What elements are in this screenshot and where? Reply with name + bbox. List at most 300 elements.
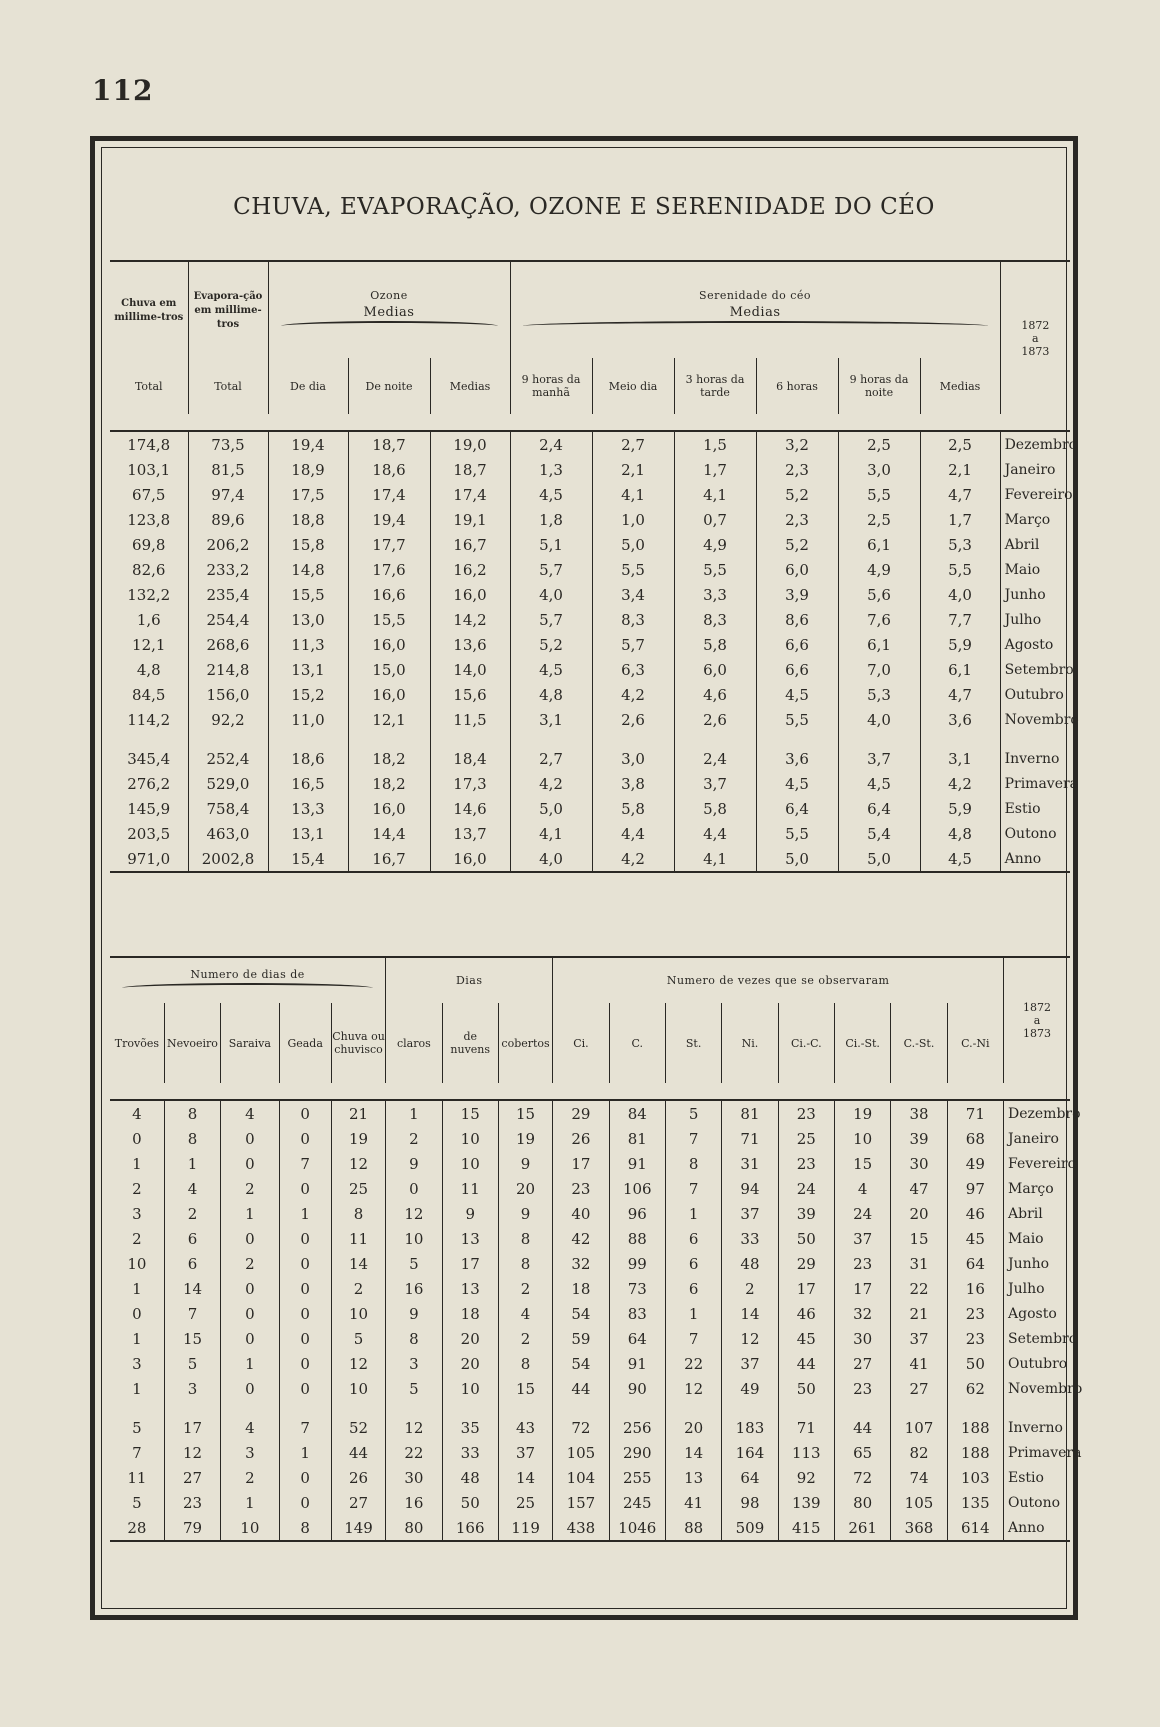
table-cell: 12 <box>331 1151 385 1176</box>
table-cell: 59 <box>553 1326 609 1351</box>
table-cell: 37 <box>891 1326 947 1351</box>
table-cell: 46 <box>947 1201 1003 1226</box>
table-cell: 37 <box>498 1440 552 1465</box>
table-cell: 1 <box>665 1201 721 1226</box>
table-cell: 98 <box>722 1490 778 1515</box>
ozone-sub-label: Medias <box>363 305 415 320</box>
table-cell: 15,8 <box>268 532 348 557</box>
table-cell: 5 <box>132 1493 142 1512</box>
table-cell: 15 <box>498 1100 552 1126</box>
table-cell: 14 <box>331 1251 385 1276</box>
table-cell: 6,6 <box>756 632 838 657</box>
period-label: Fevereiro <box>1000 482 1070 507</box>
period-label: Março <box>1004 1176 1070 1201</box>
table-cell: 4,1 <box>674 482 756 507</box>
table-cell: 23 <box>834 1251 890 1276</box>
table-cell: 17,5 <box>268 482 348 507</box>
table-cell: 4 <box>834 1176 890 1201</box>
table-cell: 29 <box>778 1251 834 1276</box>
table-cell: 7 <box>279 1415 331 1440</box>
table-cell: 8 <box>164 1126 220 1151</box>
table-cell: 6,0 <box>674 657 756 682</box>
table-cell: 32 <box>553 1251 609 1276</box>
table-cell: 12,1 <box>132 635 166 654</box>
period-label: Inverno <box>1000 746 1070 771</box>
table-cell: 10 <box>442 1151 498 1176</box>
col-header: de nuvens <box>442 1003 498 1083</box>
table-row <box>110 1201 1070 1226</box>
table-cell: 3,7 <box>838 746 920 771</box>
table-row <box>110 457 1070 482</box>
table-cell: 255 <box>609 1465 665 1490</box>
table-cell: 252,4 <box>188 746 268 771</box>
serenity-sub-label: Medias <box>729 305 781 320</box>
table-row <box>110 1126 1070 1151</box>
table-cell: 290 <box>609 1440 665 1465</box>
table-cell: 0 <box>279 1490 331 1515</box>
table-cell: 203,5 <box>127 824 171 843</box>
table-cell: 5,4 <box>838 821 920 846</box>
col-header: Nevoeiro <box>164 1003 220 1083</box>
table-cell: 4,8 <box>136 660 161 679</box>
table-cell: 2 <box>331 1276 385 1301</box>
col-header: Total <box>134 379 163 393</box>
table-cell: 0 <box>221 1276 279 1301</box>
page-number: 112 <box>92 74 154 107</box>
col-header: Ci.-C. <box>778 1003 834 1083</box>
table-cell: 276,2 <box>127 774 171 793</box>
table-cell: 2,1 <box>920 457 1000 482</box>
table-cell: 6 <box>665 1251 721 1276</box>
table-cell: 6,1 <box>920 657 1000 682</box>
table-cell: 72 <box>834 1465 890 1490</box>
table-cell: 3,8 <box>592 771 674 796</box>
table-cell: 4,4 <box>592 821 674 846</box>
table-cell: 261 <box>834 1515 890 1541</box>
table-cell: 19,1 <box>430 507 510 532</box>
table-cell: 4,5 <box>756 771 838 796</box>
table-cell: 4,0 <box>838 707 920 732</box>
table-cell: 2002,8 <box>188 846 268 872</box>
table-cell: 105 <box>553 1440 609 1465</box>
table-cell: 2,4 <box>510 431 592 457</box>
table-cell: 11,0 <box>268 707 348 732</box>
table-cell: 22 <box>386 1440 442 1465</box>
table-cell: 15,6 <box>430 682 510 707</box>
table-cell: 17,4 <box>348 482 430 507</box>
col-header: Saraiva <box>221 1003 279 1083</box>
table-cell: 6,6 <box>756 657 838 682</box>
table-cell: 3,1 <box>510 707 592 732</box>
table-cell: 5,0 <box>838 846 920 872</box>
table-cell: 2 <box>498 1326 552 1351</box>
table-cell: 345,4 <box>127 749 171 768</box>
period-label: Novembro <box>1000 707 1070 732</box>
table-cell: 971,0 <box>110 846 188 872</box>
table-cell: 62 <box>947 1376 1003 1401</box>
table-cell: 9 <box>498 1151 552 1176</box>
table-cell: 68 <box>947 1126 1003 1151</box>
table-cell: 13 <box>442 1226 498 1251</box>
table-cell: 17 <box>553 1151 609 1176</box>
table-cell: 0 <box>221 1326 279 1351</box>
table-cell: 7,7 <box>920 607 1000 632</box>
period-label: Junho <box>1004 1251 1070 1276</box>
table-cell: 13 <box>665 1465 721 1490</box>
table-cell: 44 <box>834 1415 890 1440</box>
table-cell: 235,4 <box>188 582 268 607</box>
year-bottom-2: 1873 <box>1023 1027 1051 1040</box>
table-cell: 0,7 <box>674 507 756 532</box>
table-row <box>110 771 1070 796</box>
table-cell: 7 <box>665 1176 721 1201</box>
table-cell: 0 <box>279 1100 331 1126</box>
table-cell: 15 <box>891 1226 947 1251</box>
table-cell: 3,4 <box>592 582 674 607</box>
table-cell: 3,0 <box>838 457 920 482</box>
table-cell: 25 <box>778 1126 834 1151</box>
table-cell: 7 <box>665 1326 721 1351</box>
table-cell: 23 <box>164 1490 220 1515</box>
table-cell: 16,5 <box>268 771 348 796</box>
table-cell: 64 <box>947 1251 1003 1276</box>
table-cell: 5,5 <box>756 821 838 846</box>
table-row <box>110 607 1070 632</box>
table-cell: 5 <box>132 1418 142 1437</box>
table-cell: 6,4 <box>838 796 920 821</box>
col-header: C.-Ni <box>947 1003 1003 1083</box>
table-cell: 48 <box>722 1251 778 1276</box>
table-cell: 27 <box>331 1490 385 1515</box>
table-row <box>110 431 1070 457</box>
table-cell: 3,3 <box>674 582 756 607</box>
table-cell: 12 <box>164 1440 220 1465</box>
table-cell: 164 <box>722 1440 778 1465</box>
table-cell: 25 <box>331 1176 385 1201</box>
table-cell: 17,7 <box>348 532 430 557</box>
table-row <box>110 1490 1070 1515</box>
table-cell: 18,6 <box>268 746 348 771</box>
ozone-label: Ozone <box>370 289 408 302</box>
table-cell: 89,6 <box>188 507 268 532</box>
table-cell: 254,4 <box>188 607 268 632</box>
table-cell: 5,9 <box>920 796 1000 821</box>
table-cell: 2 <box>722 1276 778 1301</box>
table-cell: 9 <box>386 1301 442 1326</box>
table-cell: 6,3 <box>592 657 674 682</box>
table-row <box>110 707 1070 732</box>
table-cell: 2 <box>498 1276 552 1301</box>
table-cell: 69,8 <box>132 535 166 554</box>
col-header: 9 horas da noite <box>838 358 920 414</box>
table-cell: 4,9 <box>838 557 920 582</box>
table-cell: 14,8 <box>268 557 348 582</box>
table-cell: 16,7 <box>430 532 510 557</box>
table-cell: 84 <box>609 1100 665 1126</box>
table-cell: 18,8 <box>268 507 348 532</box>
table-cell: 368 <box>891 1515 947 1541</box>
table-cell: 71 <box>722 1126 778 1151</box>
table-cell: 10 <box>331 1376 385 1401</box>
col-header: Geada <box>279 1003 331 1083</box>
table-cell: 0 <box>279 1276 331 1301</box>
table-cell: 15 <box>834 1151 890 1176</box>
table-cell: 33 <box>442 1440 498 1465</box>
table-cell: 73,5 <box>188 431 268 457</box>
table-cell: 7,0 <box>838 657 920 682</box>
period-label: Estio <box>1000 796 1070 821</box>
table-cell: 8 <box>386 1326 442 1351</box>
table-cell: 92,2 <box>188 707 268 732</box>
table-cell: 2,5 <box>838 507 920 532</box>
table-cell: 26 <box>331 1465 385 1490</box>
table-cell: 463,0 <box>188 821 268 846</box>
table-cell: 33 <box>722 1226 778 1251</box>
table-cell: 0 <box>279 1226 331 1251</box>
table-cell: 4 <box>164 1176 220 1201</box>
table-cell: 17,4 <box>430 482 510 507</box>
table-row <box>110 632 1070 657</box>
table-cell: 12,1 <box>348 707 430 732</box>
table-cell: 119 <box>498 1515 552 1541</box>
table-cell: 96 <box>609 1201 665 1226</box>
period-label: Outono <box>1004 1490 1070 1515</box>
table-cell: 8 <box>665 1151 721 1176</box>
table-cell: 106 <box>609 1176 665 1201</box>
table-cell: 1,0 <box>592 507 674 532</box>
table-cell: 17 <box>778 1276 834 1301</box>
table-cell: 4,4 <box>674 821 756 846</box>
table-cell: 17 <box>164 1415 220 1440</box>
table-cell: 4,2 <box>920 771 1000 796</box>
table-cell: 16,0 <box>348 682 430 707</box>
table-cell: 15,0 <box>348 657 430 682</box>
period-label: Anno <box>1000 846 1070 872</box>
table-cell: 758,4 <box>188 796 268 821</box>
table-row <box>110 1151 1070 1176</box>
table-cell: 4 <box>221 1415 279 1440</box>
table-cell: 30 <box>386 1465 442 1490</box>
table-cell: 15 <box>164 1326 220 1351</box>
table-cell: 4,5 <box>756 682 838 707</box>
table-row <box>110 846 1070 872</box>
table-row <box>110 796 1070 821</box>
table-cell: 15,5 <box>268 582 348 607</box>
evaporation-header <box>188 261 268 358</box>
table-cell: 10 <box>834 1126 890 1151</box>
table-cell: 8 <box>331 1201 385 1226</box>
period-label: Anno <box>1004 1515 1070 1541</box>
table-cell: 54 <box>553 1301 609 1326</box>
table-cell: 6,4 <box>756 796 838 821</box>
table-cell: 12 <box>386 1415 442 1440</box>
period-label: Dezembro <box>1004 1100 1070 1126</box>
period-label: Inverno <box>1004 1415 1070 1440</box>
table-cell: 123,8 <box>127 510 171 529</box>
table-cell: 3,6 <box>920 707 1000 732</box>
table-cell: 18,4 <box>430 746 510 771</box>
table-cell: 4,0 <box>510 846 592 872</box>
table-cell: 107 <box>891 1415 947 1440</box>
table-cell: 18,7 <box>348 431 430 457</box>
table-cell: 90 <box>609 1376 665 1401</box>
table-cell: 3,6 <box>756 746 838 771</box>
table-cell: 3,7 <box>674 771 756 796</box>
period-label: Março <box>1000 507 1070 532</box>
table-cell: 81 <box>722 1100 778 1126</box>
table-cell: 3,9 <box>756 582 838 607</box>
table-cell: 3,1 <box>920 746 1000 771</box>
year-bottom: 1873 <box>1021 344 1050 358</box>
table-row <box>110 1100 1070 1126</box>
table-cell: 10 <box>331 1301 385 1326</box>
table-cell: 71 <box>778 1415 834 1440</box>
col-header: Trovões <box>114 1036 160 1050</box>
table-cell: 5,5 <box>756 707 838 732</box>
table-cell: 415 <box>778 1515 834 1541</box>
table-cell: 4 <box>221 1100 279 1126</box>
table-cell: 9 <box>442 1201 498 1226</box>
table-cell: 0 <box>221 1226 279 1251</box>
table-cell: 3 <box>386 1351 442 1376</box>
table-cell: 4,6 <box>674 682 756 707</box>
table-cell: 2,5 <box>838 431 920 457</box>
table-cell: 4,0 <box>510 582 592 607</box>
table-cell: 14,0 <box>430 657 510 682</box>
table-cell: 72 <box>553 1415 609 1440</box>
rain-header-label: Chuva em millime-tros <box>114 298 184 323</box>
table-cell: 4,5 <box>510 657 592 682</box>
table-cell: 16,7 <box>348 846 430 872</box>
table-cell: 4,2 <box>592 682 674 707</box>
table-row <box>110 1415 1070 1440</box>
table-cell: 18,7 <box>430 457 510 482</box>
table-cell: 3 <box>221 1440 279 1465</box>
table-cell: 14,4 <box>348 821 430 846</box>
col-header: 9 horas da manhã <box>510 358 592 414</box>
serenity-group-header <box>510 261 1000 358</box>
table-cell: 45 <box>778 1326 834 1351</box>
col-header: 6 horas <box>756 358 838 414</box>
table-row <box>110 582 1070 607</box>
table-cell: 206,2 <box>188 532 268 557</box>
table-cell: 23 <box>947 1301 1003 1326</box>
table-cell: 50 <box>778 1376 834 1401</box>
table-cell: 4,8 <box>510 682 592 707</box>
table-cell: 97,4 <box>188 482 268 507</box>
period-label: Outono <box>1000 821 1070 846</box>
period-label: Estio <box>1004 1465 1070 1490</box>
table-row <box>110 682 1070 707</box>
year-mid-2: a <box>1033 1014 1041 1027</box>
table-cell: 84,5 <box>132 685 166 704</box>
table-cell: 2 <box>221 1176 279 1201</box>
table-cell: 0 <box>221 1376 279 1401</box>
table-cell: 16,0 <box>348 632 430 657</box>
table-cell: 15,5 <box>348 607 430 632</box>
table-cell: 14,2 <box>430 607 510 632</box>
table-cell: 7 <box>279 1151 331 1176</box>
period-label: Maio <box>1004 1226 1070 1251</box>
period-label: Outubro <box>1004 1351 1070 1376</box>
table-cell: 17 <box>442 1251 498 1276</box>
period-label: Setembro <box>1000 657 1070 682</box>
table-cell: 1 <box>221 1351 279 1376</box>
table-cell: 23 <box>778 1151 834 1176</box>
table-row <box>110 657 1070 682</box>
period-label: Primavera <box>1004 1440 1070 1465</box>
table-cell: 0 <box>279 1376 331 1401</box>
table-cell: 145,9 <box>127 799 171 818</box>
table-cell: 54 <box>553 1351 609 1376</box>
table-cell: 6 <box>164 1226 220 1251</box>
table-cell: 0 <box>132 1129 142 1148</box>
period-label: Janeiro <box>1000 457 1070 482</box>
table-row <box>110 1376 1070 1401</box>
table-cell: 5,2 <box>756 482 838 507</box>
table-cell: 64 <box>722 1465 778 1490</box>
table-cell: 23 <box>778 1100 834 1126</box>
table-cell: 104 <box>553 1465 609 1490</box>
table-inner-border <box>101 147 1083 1609</box>
table-cell: 5,0 <box>592 532 674 557</box>
table-cell: 4 <box>498 1301 552 1326</box>
col-header: Ni. <box>722 1003 778 1083</box>
table-cell: 11 <box>442 1176 498 1201</box>
period-label: Primavera <box>1000 771 1070 796</box>
table-cell: 17,3 <box>430 771 510 796</box>
table-cell: 0 <box>132 1304 142 1323</box>
table-cell: 9 <box>386 1151 442 1176</box>
col-header: De noite <box>348 358 430 414</box>
table-cell: 43 <box>498 1415 552 1440</box>
table-cell: 1,5 <box>674 431 756 457</box>
table-cell: 2 <box>221 1465 279 1490</box>
table-cell: 2,7 <box>592 431 674 457</box>
table-cell: 83 <box>609 1301 665 1326</box>
table-cell: 0 <box>279 1301 331 1326</box>
table-cell: 20 <box>442 1351 498 1376</box>
table-cell: 92 <box>778 1465 834 1490</box>
table-cell: 0 <box>221 1301 279 1326</box>
table-cell: 1,7 <box>674 457 756 482</box>
table-cell: 2,6 <box>674 707 756 732</box>
days-group-header <box>386 957 553 1003</box>
days-observations-table-body <box>110 1100 1083 1541</box>
table-cell: 4,2 <box>510 771 592 796</box>
col-header: De dia <box>268 358 348 414</box>
table-cell: 25 <box>498 1490 552 1515</box>
table-cell: 2 <box>132 1229 142 1248</box>
col-header: Ci. <box>553 1003 609 1083</box>
table-cell: 166 <box>442 1515 498 1541</box>
table-cell: 5 <box>386 1376 442 1401</box>
table-cell: 6 <box>665 1276 721 1301</box>
table-cell: 37 <box>722 1201 778 1226</box>
table-cell: 65 <box>834 1440 890 1465</box>
table-row <box>110 746 1070 771</box>
table-cell: 17 <box>834 1276 890 1301</box>
table-cell: 4,1 <box>674 846 756 872</box>
table-cell: 71 <box>947 1100 1003 1126</box>
table-cell: 1 <box>132 1154 142 1173</box>
table-row <box>110 557 1070 582</box>
table-cell: 14 <box>164 1276 220 1301</box>
table-cell: 12 <box>722 1326 778 1351</box>
period-label: Julho <box>1000 607 1070 632</box>
period-label: Abril <box>1004 1201 1070 1226</box>
table-cell: 13,1 <box>268 657 348 682</box>
